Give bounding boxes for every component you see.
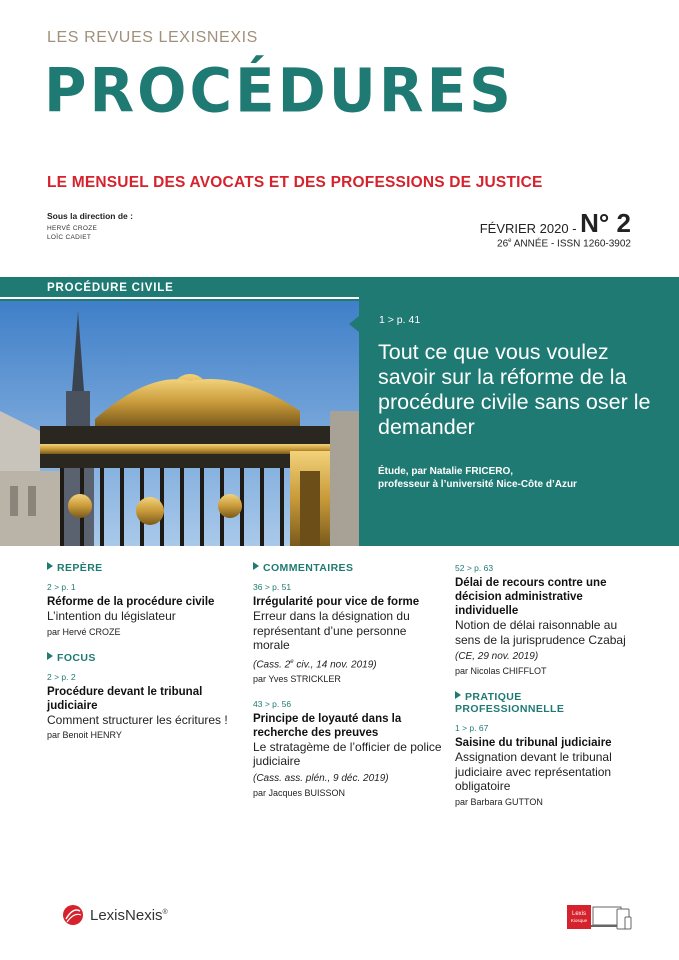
article-desc: Le stratagème de l’officier de police judiciaire bbox=[253, 739, 442, 769]
feature-banner bbox=[0, 277, 679, 546]
article-desc: Notion de délai raisonnable au sens de la jurisprudence Czabaj bbox=[455, 618, 626, 647]
issue-info bbox=[480, 210, 631, 249]
section-heading: COMMENTAIRES bbox=[253, 562, 443, 574]
kiosque-label: Kiosque bbox=[570, 918, 588, 923]
list-item[interactable] bbox=[455, 723, 645, 808]
article-ref: 1 > p. 67 bbox=[455, 723, 489, 733]
kiosque-devices bbox=[567, 901, 633, 936]
kiosque-label: Lexis bbox=[571, 911, 587, 917]
article-title: Réforme de la procédure civile bbox=[47, 596, 215, 608]
editorial-direction bbox=[47, 211, 133, 242]
article-title: Délai de recours contre une décision administrative individuelle bbox=[455, 577, 607, 617]
brand-name: LexisNexis® bbox=[90, 906, 168, 924]
article-title: Principe de loyauté dans la recherche des preuves bbox=[253, 712, 402, 739]
banner-notch bbox=[349, 316, 359, 332]
article-ref: 52 > p. 63 bbox=[455, 563, 494, 573]
article-author: par Benoit HENRY bbox=[47, 730, 122, 740]
main-headline[interactable]: Tout ce que vous voulez savoir sur la réforme de la procédure civile sans oser le demander bbox=[378, 340, 651, 439]
article-citation: (Cass. 2e civ., 14 nov. 2019) bbox=[253, 658, 377, 670]
list-item[interactable] bbox=[47, 582, 237, 638]
article-ref: 36 > p. 51 bbox=[253, 582, 292, 592]
article-title: Irrégularité pour vice de forme bbox=[253, 596, 420, 608]
article-author: par Nicolas CHIFFLOT bbox=[455, 666, 547, 676]
triangle-icon bbox=[455, 691, 461, 699]
article-ref: 2 > p. 2 bbox=[47, 671, 76, 682]
article-citation: (CE, 29 nov. 2019) bbox=[455, 651, 539, 662]
issue-number: N° 2 bbox=[580, 208, 631, 238]
lexisnexis-logo bbox=[62, 904, 168, 926]
column-right bbox=[455, 563, 645, 822]
article-desc: Erreur dans la désignation du représentant d’une personne morale bbox=[253, 609, 410, 652]
article-title: Procédure devant le tribunal judiciaire bbox=[47, 685, 203, 712]
article-author: par Jacques BUISSON bbox=[253, 787, 346, 798]
tagline: LE MENSUEL DES AVOCATS ET DES PROFESSIONS DE JUSTICE bbox=[47, 174, 543, 191]
section-heading: REPÈRE bbox=[47, 562, 237, 574]
triangle-icon bbox=[47, 562, 53, 570]
article-ref: 1 > p. 41 bbox=[379, 314, 421, 326]
article-desc: L’intention du législateur bbox=[47, 609, 176, 623]
main-author: Étude, par Natalie FRICERO, professeur à l’université Nice-Côte d’Azur bbox=[378, 466, 577, 490]
direction-label: Sous la direction de : bbox=[47, 211, 133, 221]
list-item[interactable] bbox=[253, 699, 443, 799]
series-name: LES REVUES LEXISNEXIS bbox=[47, 29, 258, 46]
section-label: PROCÉDURE CIVILE bbox=[0, 277, 359, 299]
article-author: par Yves STRICKLER bbox=[253, 673, 341, 684]
list-item[interactable] bbox=[455, 563, 645, 677]
director-name: LOÏC CADIET bbox=[47, 234, 92, 241]
article-author: par Hervé CROZE bbox=[47, 626, 121, 637]
list-item[interactable] bbox=[253, 582, 443, 685]
column-left bbox=[47, 562, 237, 755]
article-desc: Comment structurer les écritures ! bbox=[47, 712, 228, 727]
issue-year-issn: 26e ANNÉE - ISSN 1260-3902 bbox=[497, 238, 631, 250]
section-heading: FOCUS bbox=[47, 652, 237, 664]
article-ref: 2 > p. 1 bbox=[47, 582, 76, 592]
triangle-icon bbox=[47, 652, 53, 660]
section-heading: PRATIQUE PROFESSIONNELLE bbox=[455, 691, 565, 715]
journal-title: PROCÉDURES bbox=[44, 54, 514, 127]
issue-date: FÉVRIER 2020 - bbox=[479, 221, 581, 236]
article-citation: (Cass. ass. plén., 9 déc. 2019) bbox=[253, 772, 389, 784]
article-author: par Barbara GUTTON bbox=[455, 796, 543, 807]
column-middle bbox=[253, 562, 443, 813]
lexisnexis-emblem-icon bbox=[62, 904, 84, 926]
article-desc: Assignation devant le tribunal judiciaire avec représentation obligatoire bbox=[455, 750, 612, 793]
article-ref: 43 > p. 56 bbox=[253, 698, 292, 709]
article-title: Saisine du tribunal judiciaire bbox=[455, 737, 612, 749]
director-name: HERVÉ CROZE bbox=[47, 225, 98, 232]
triangle-icon bbox=[253, 562, 259, 570]
list-item[interactable] bbox=[47, 672, 237, 742]
cover-photo bbox=[0, 301, 359, 546]
